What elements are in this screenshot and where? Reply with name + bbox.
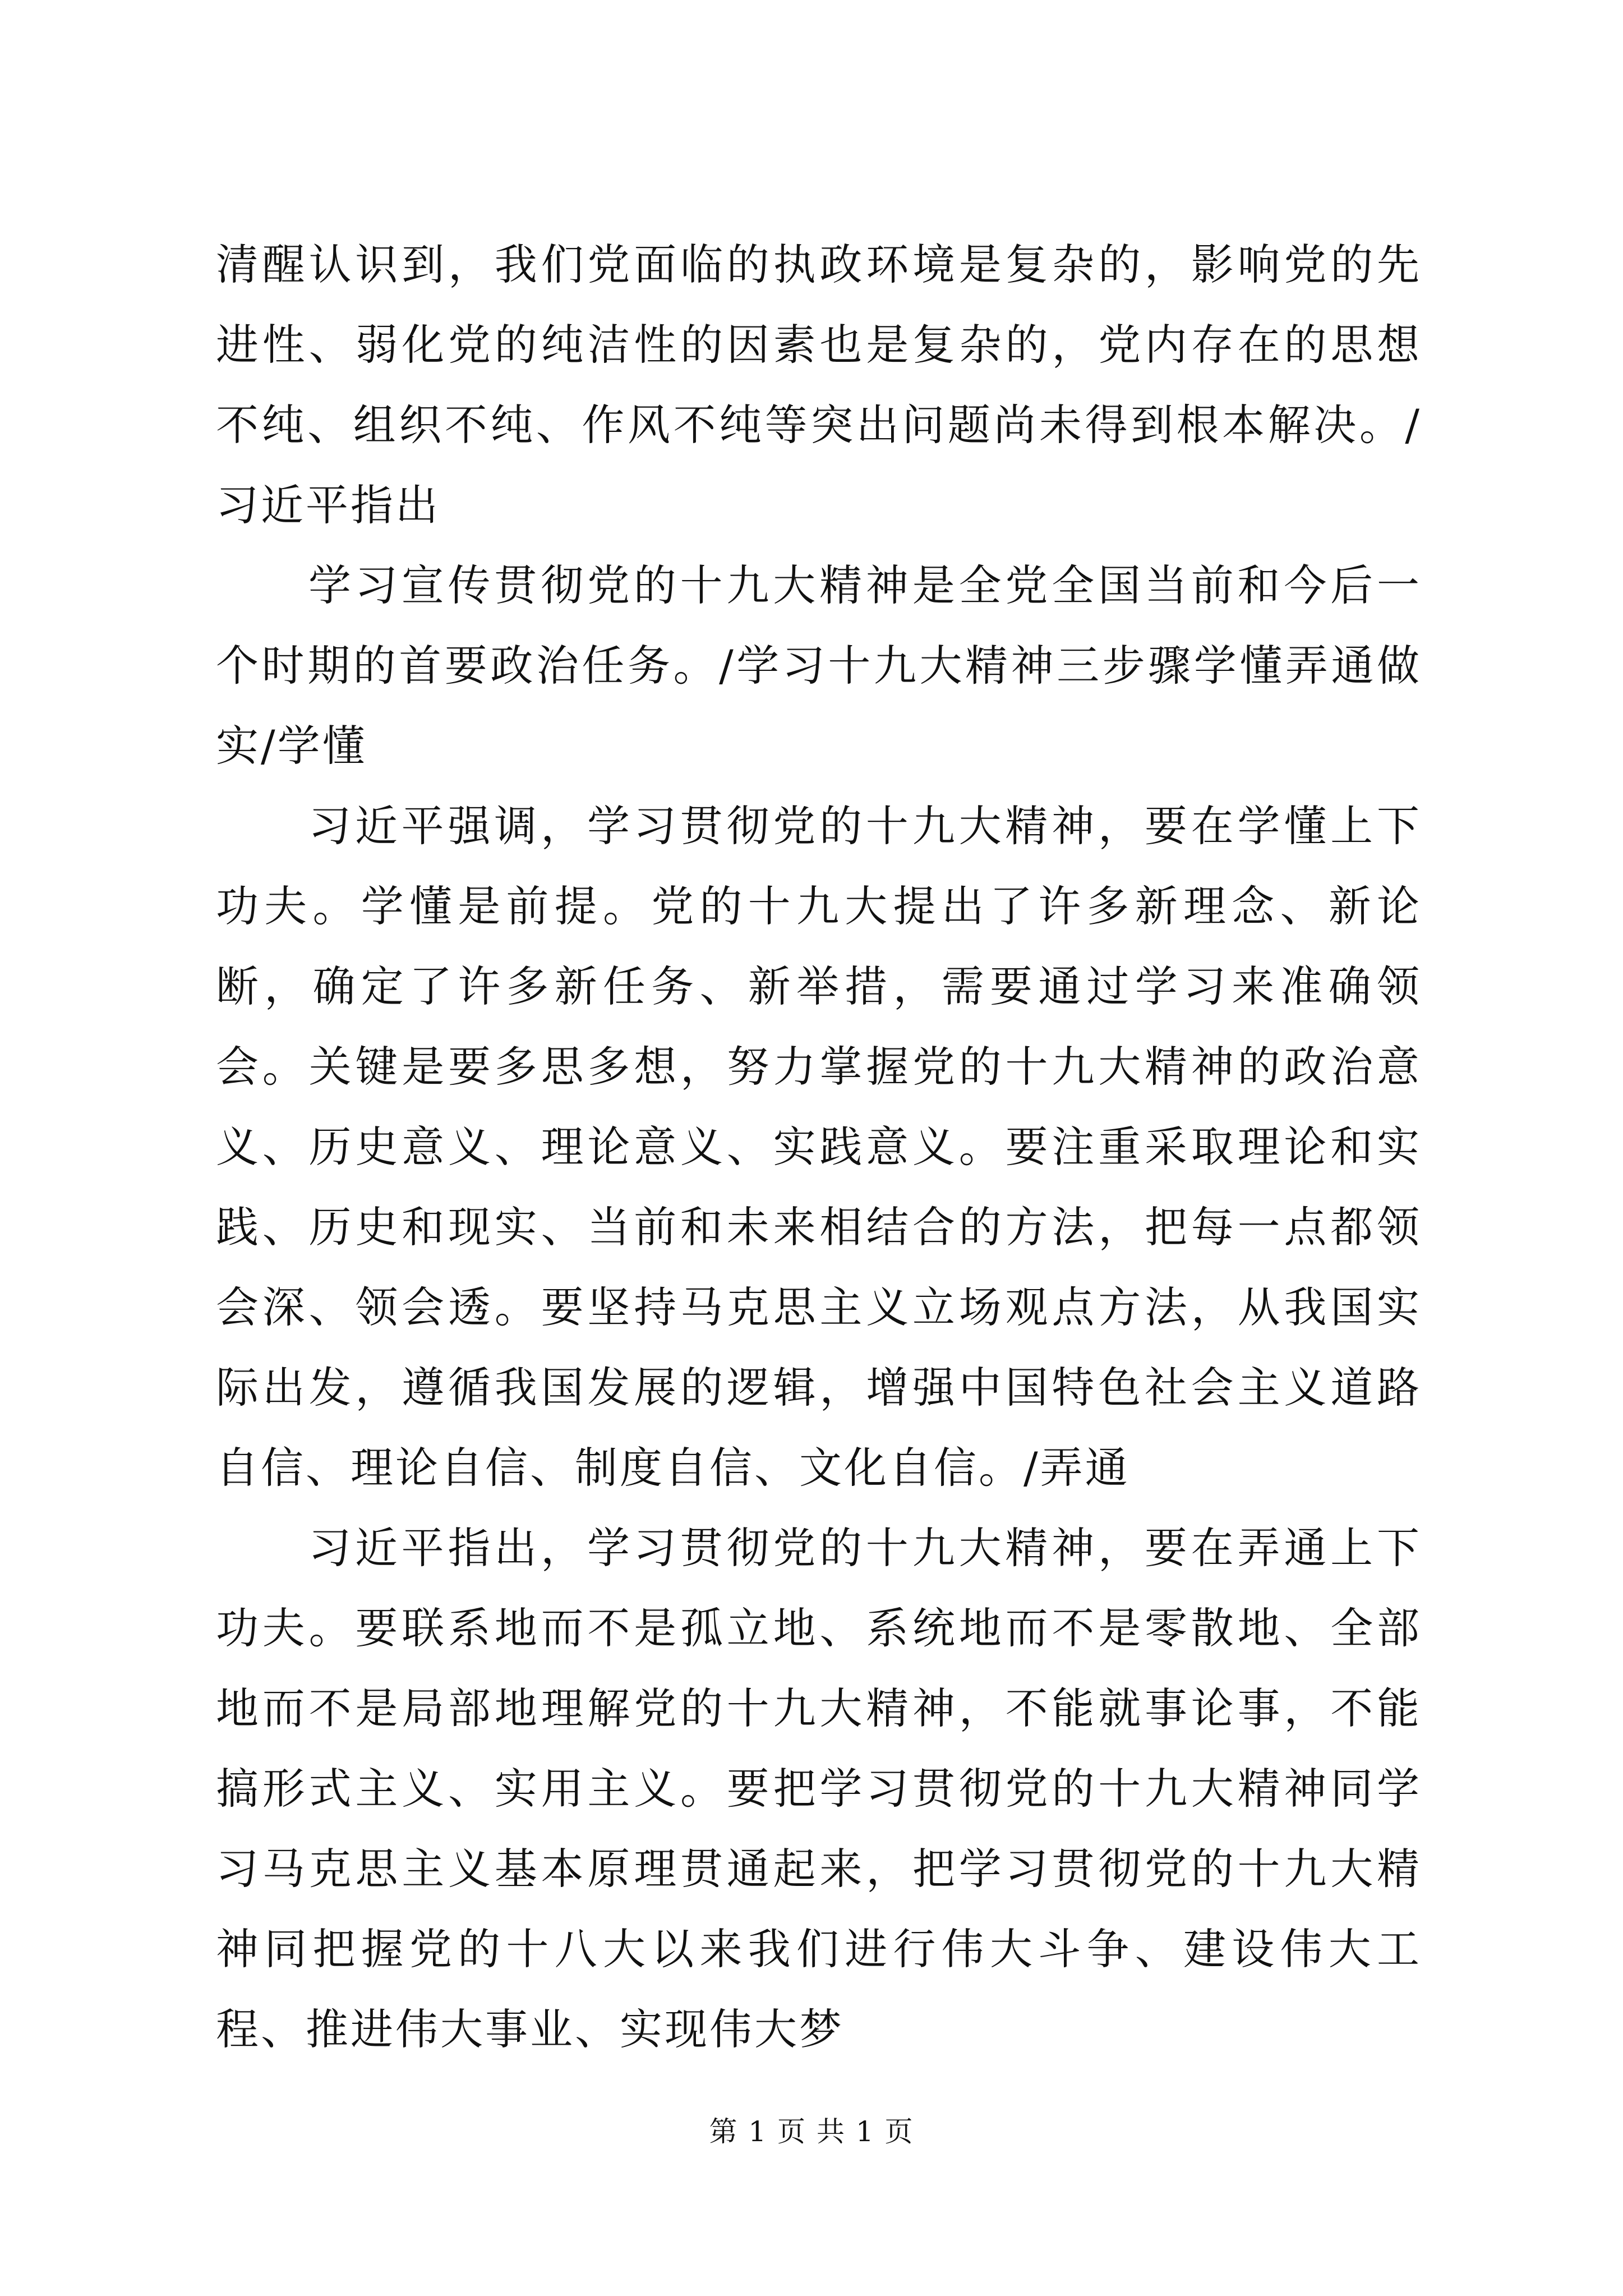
paragraph-continuation: 清醒认识到，我们党面临的执政环境是复杂的，影响党的先进性、弱化党的纯洁性的因素也是复杂的，党内存在的思想不纯、组织不纯、作风不纯等突出问题尚未得到根本解决。/习近平指出 (216, 240, 1422, 530)
paragraph-xuedong: 习近平强调，学习贯彻党的十九大精神，要在学懂上下功夫。学懂是前提。党的十九大提出了许多新理念、新论断，确定了许多新任务、新举措，需要通过学习来准确领会。关键是要多思多想，努力掌握党的十九大精神的政治意义、历史意义、理论意义、实践意义。要注重采取理论和实践、历史和现实、当前和未来相结合的方法，把每一点都领会深、领会透。要坚持马克思主义立场观点方法，从我国实际出发，遵循我国发展的逻辑，增强中国特色社会主义道路自信、理论自信、制度自信、文化自信。/弄通 (216, 801, 1422, 1493)
page-number-footer: 第 1 页 共 1 页 (709, 2115, 914, 2148)
paragraph-nongtong: 习近平指出，学习贯彻党的十九大精神，要在弄通上下功夫。要联系地而不是孤立地、系统地而不是零散地、全部地而不是局部地理解党的十九大精神，不能就事论事，不能搞形式主义、实用主义。要把学习贯彻党的十九大精神同学习马克思主义基本原理贯通起来，把学习贯彻党的十九大精神同把握党的十八大以来我们进行伟大斗争、建设伟大工程、推进伟大事业、实现伟大梦 (216, 1523, 1422, 2054)
paragraph-study-task: 学习宣传贯彻党的十九大精神是全党全国当前和今后一个时期的首要政治任务。/学习十九大精神三步骤学懂弄通做实/学懂 (216, 560, 1422, 771)
document-body (216, 224, 1422, 2069)
